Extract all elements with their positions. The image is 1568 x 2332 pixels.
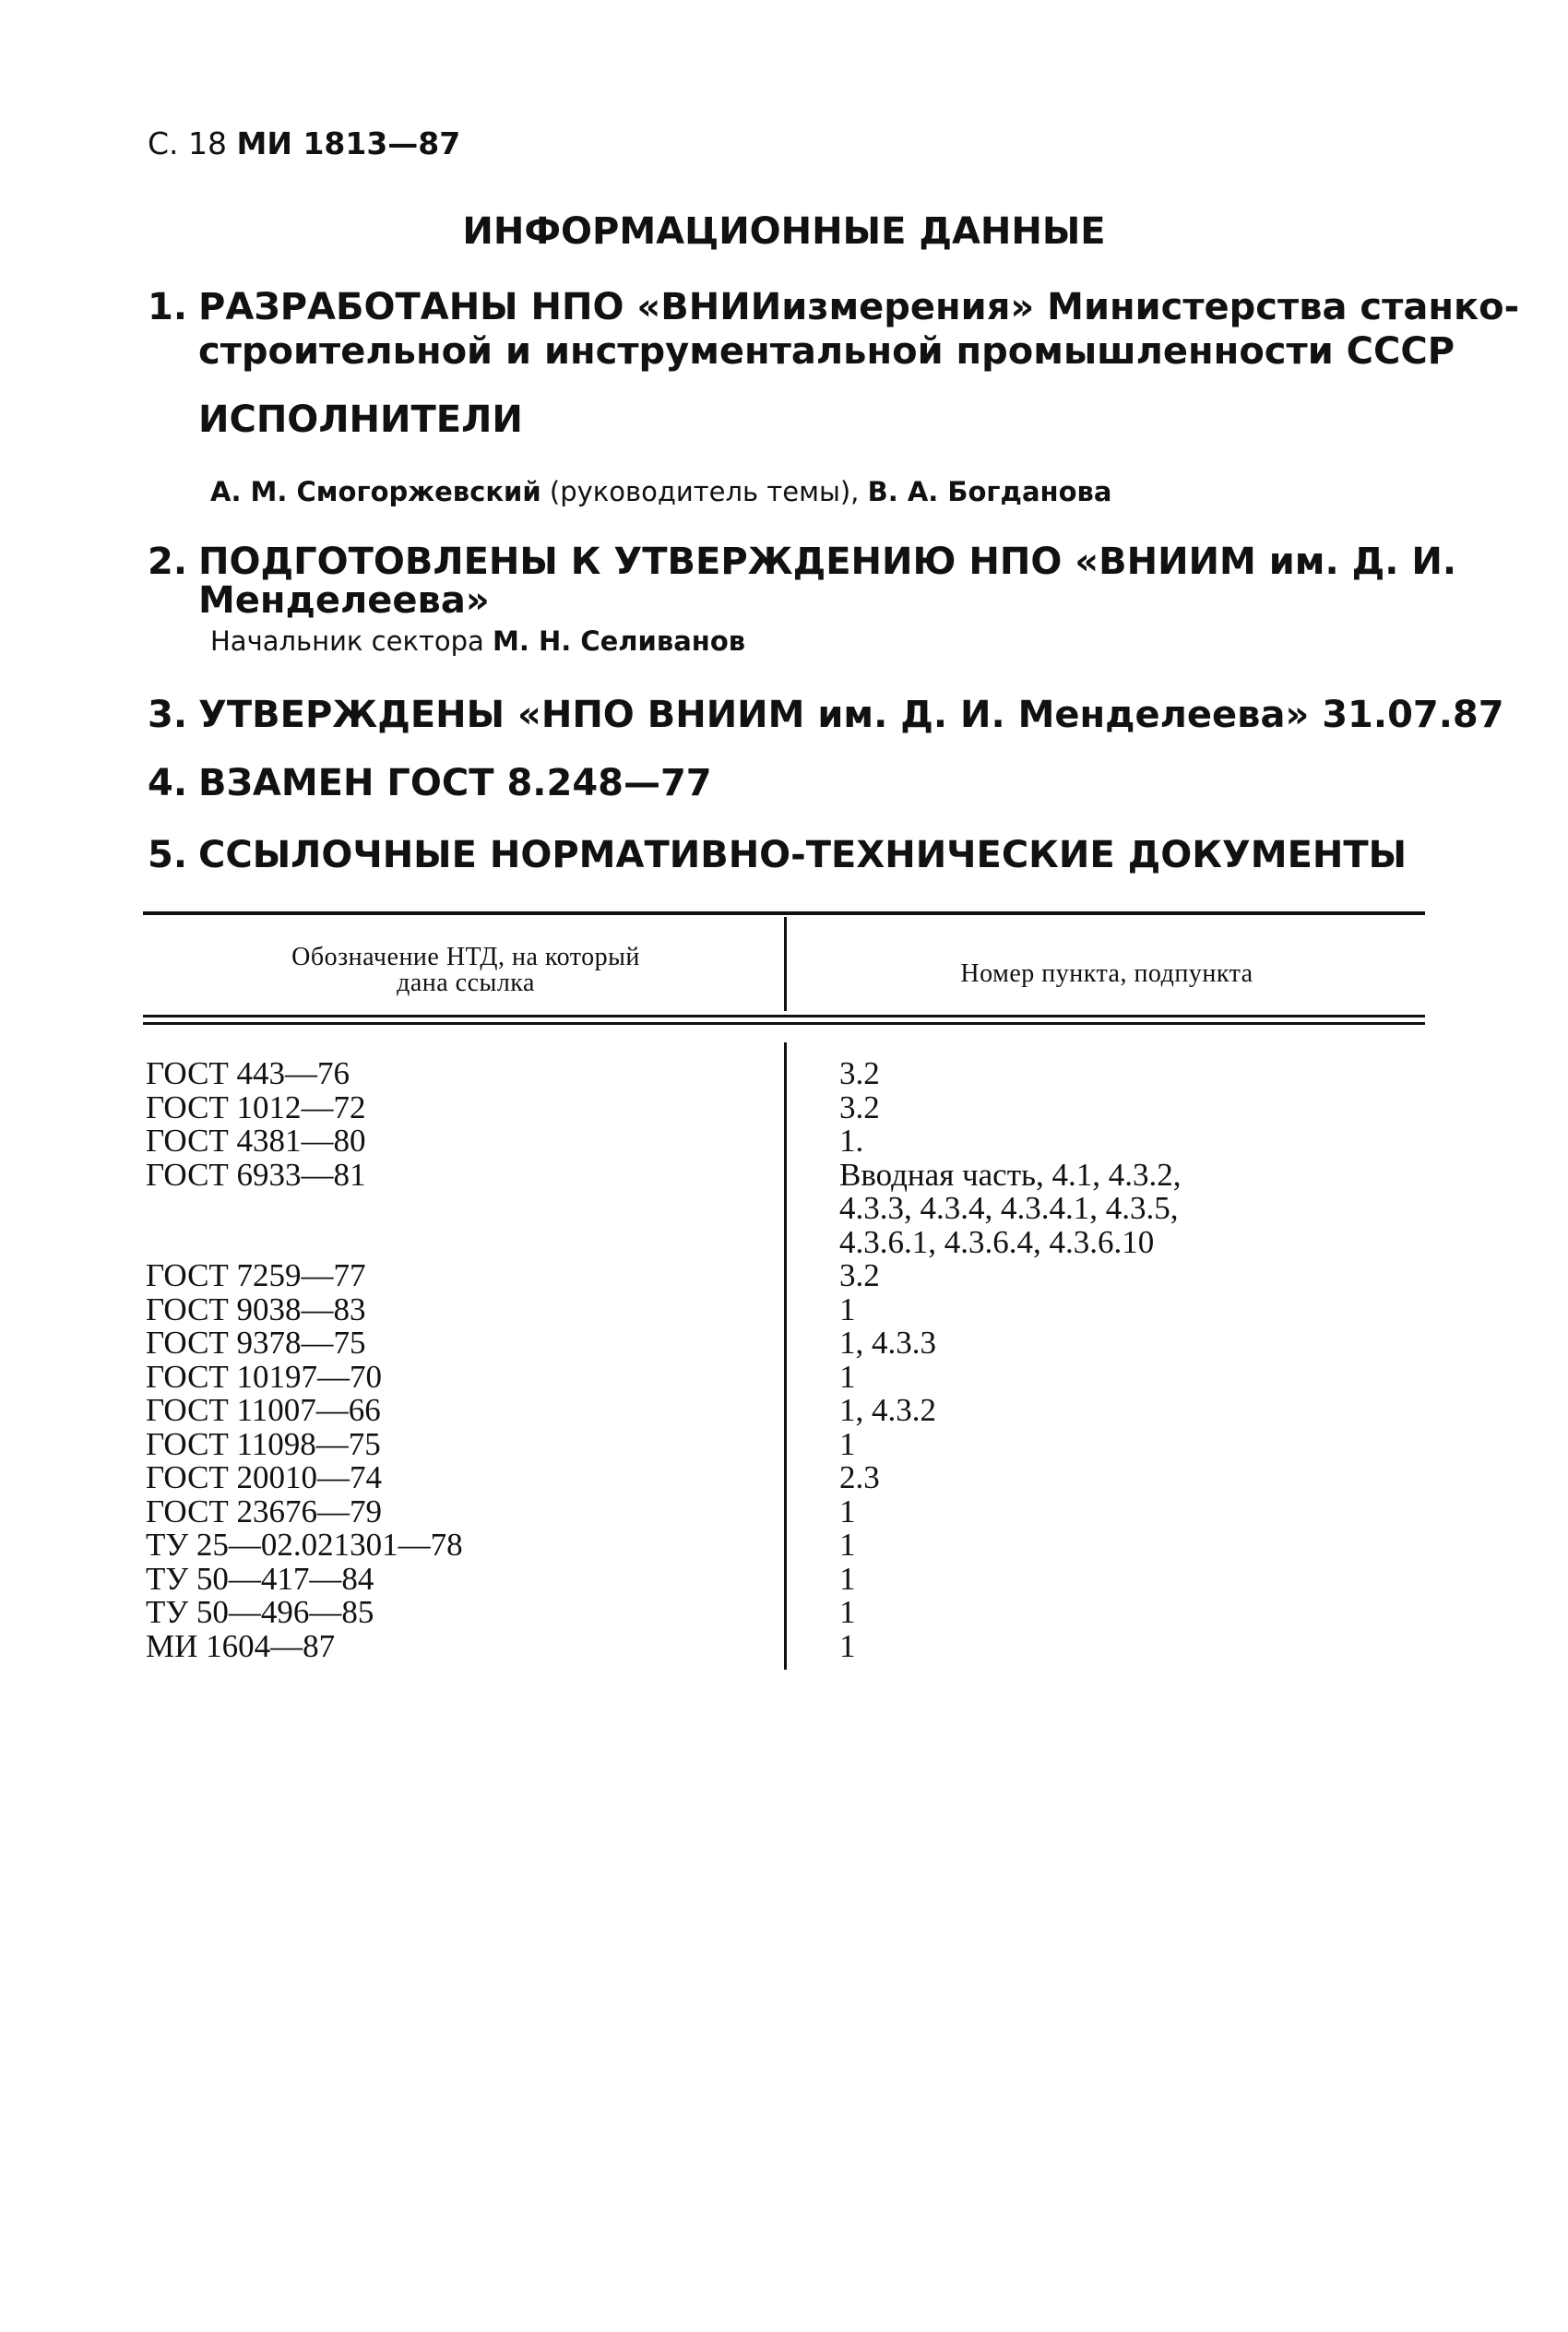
table-column-references (839, 1057, 1181, 1663)
table-row-doc: ТУ 50—496—85 (146, 1594, 374, 1630)
section-3-number: 3. (148, 694, 188, 736)
table-row-doc: ГОСТ 10197—70 (146, 1358, 383, 1395)
section-2-line-1: ПОДГОТОВЛЕНЫ К УТВЕРЖДЕНИЮ НПО «ВНИИМ им. Д. И. (198, 541, 1457, 583)
table-header-col-2: Номер пункта, подпункта (960, 959, 1253, 988)
table-row-ref: 1 (839, 1627, 856, 1664)
table-column-documents (146, 1057, 463, 1663)
table-row-doc: ГОСТ 7259—77 (146, 1257, 366, 1293)
table-row-doc: ГОСТ 20010—74 (146, 1459, 383, 1495)
section-5-number: 5. (148, 834, 188, 876)
table-row-doc: ТУ 25—02.021301—78 (146, 1527, 463, 1563)
document-code: МИ 1813—87 (236, 125, 461, 161)
table-row-doc: ГОСТ 9378—75 (146, 1325, 366, 1361)
table-header-col-1 (148, 945, 784, 996)
table-body-divider (784, 1042, 787, 1670)
table-row-doc: ТУ 50—417—84 (146, 1560, 374, 1597)
section-2-number: 2. (148, 541, 188, 583)
table-row-ref-continued: 4.3.3, 4.3.4, 4.3.4.1, 4.3.5, (839, 1190, 1179, 1226)
section-2-chief (210, 625, 745, 657)
table-row-ref: 1 (839, 1358, 856, 1395)
section-4-number: 4. (148, 762, 188, 804)
table-row-ref: 2.3 (839, 1459, 880, 1495)
table-row-doc: ГОСТ 1012—72 (146, 1089, 366, 1125)
table-row-ref: 1. (839, 1123, 864, 1159)
executors-heading: ИСПОЛНИТЕЛИ (198, 399, 523, 441)
table-row-ref: 3.2 (839, 1257, 880, 1293)
table-row-ref: 1, 4.3.2 (839, 1392, 936, 1428)
table-row-ref: 1 (839, 1594, 856, 1630)
table-row-ref: 3.2 (839, 1055, 880, 1091)
executors-list (210, 476, 1111, 507)
table-row-ref: 1 (839, 1291, 856, 1327)
table-row-ref: Вводная часть, 4.1, 4.3.2, (839, 1156, 1182, 1193)
section-1-line-2: строительной и инструментальной промышленности СССР (198, 330, 1455, 373)
page-header (148, 125, 460, 161)
executor-1-role: (руководитель темы), (549, 476, 860, 507)
section-3-text: УТВЕРЖДЕНЫ «НПО ВНИИМ им. Д. И. Менделеева» 31.07.87 (198, 694, 1504, 736)
chief-label: Начальник сектора (210, 625, 484, 657)
table-row-ref-continued: 4.3.6.1, 4.3.6.4, 4.3.6.10 (839, 1223, 1155, 1260)
table-row-ref: 1 (839, 1425, 856, 1462)
section-2-line-2: Менделеева» (198, 579, 490, 622)
table-row-doc: ГОСТ 11007—66 (146, 1392, 381, 1428)
table-row-ref: 1 (839, 1560, 856, 1597)
table-row-ref: 3.2 (839, 1089, 880, 1125)
table-row-ref: 1 (839, 1527, 856, 1563)
section-1-line-1: РАЗРАБОТАНЫ НПО «ВНИИизмерения» Министерства станко- (198, 286, 1520, 328)
table-row-doc: ГОСТ 9038—83 (146, 1291, 366, 1327)
table-header-rule-2 (143, 1022, 1425, 1025)
table-row-doc: ГОСТ 23676—79 (146, 1493, 383, 1529)
section-4-text: ВЗАМЕН ГОСТ 8.248—77 (198, 762, 712, 804)
table-row-doc: ГОСТ 443—76 (146, 1055, 350, 1091)
table-header-rule-1 (143, 1015, 1425, 1017)
table-row-doc: МИ 1604—87 (146, 1627, 336, 1664)
section-5-text: ССЫЛОЧНЫЕ НОРМАТИВНО-ТЕХНИЧЕСКИЕ ДОКУМЕНТЫ (198, 834, 1408, 876)
table-row-ref: 1 (839, 1493, 856, 1529)
page-number: С. 18 (148, 125, 228, 161)
table-row-ref: 1, 4.3.3 (839, 1325, 936, 1361)
chief-name: М. Н. Селиванов (493, 625, 746, 657)
table-row-doc: ГОСТ 6933—81 (146, 1156, 366, 1193)
table-row-doc: ГОСТ 11098—75 (146, 1425, 381, 1462)
executor-1-name: А. М. Смогоржевский (210, 476, 541, 507)
table-top-rule (143, 911, 1425, 915)
table-row-spacer (146, 1192, 463, 1226)
executor-2-name: В. А. Богданова (867, 476, 1112, 507)
col-1-header-line-1: Обозначение НТД, на который (291, 943, 640, 971)
section-1-number: 1. (148, 286, 188, 328)
table-row-doc: ГОСТ 4381—80 (146, 1123, 366, 1159)
table-header-divider (784, 917, 787, 1011)
document-title: ИНФОРМАЦИОННЫЕ ДАННЫЕ (462, 210, 1106, 253)
table-row-spacer (146, 1226, 463, 1260)
col-1-header-line-2: дана ссылка (397, 969, 535, 997)
